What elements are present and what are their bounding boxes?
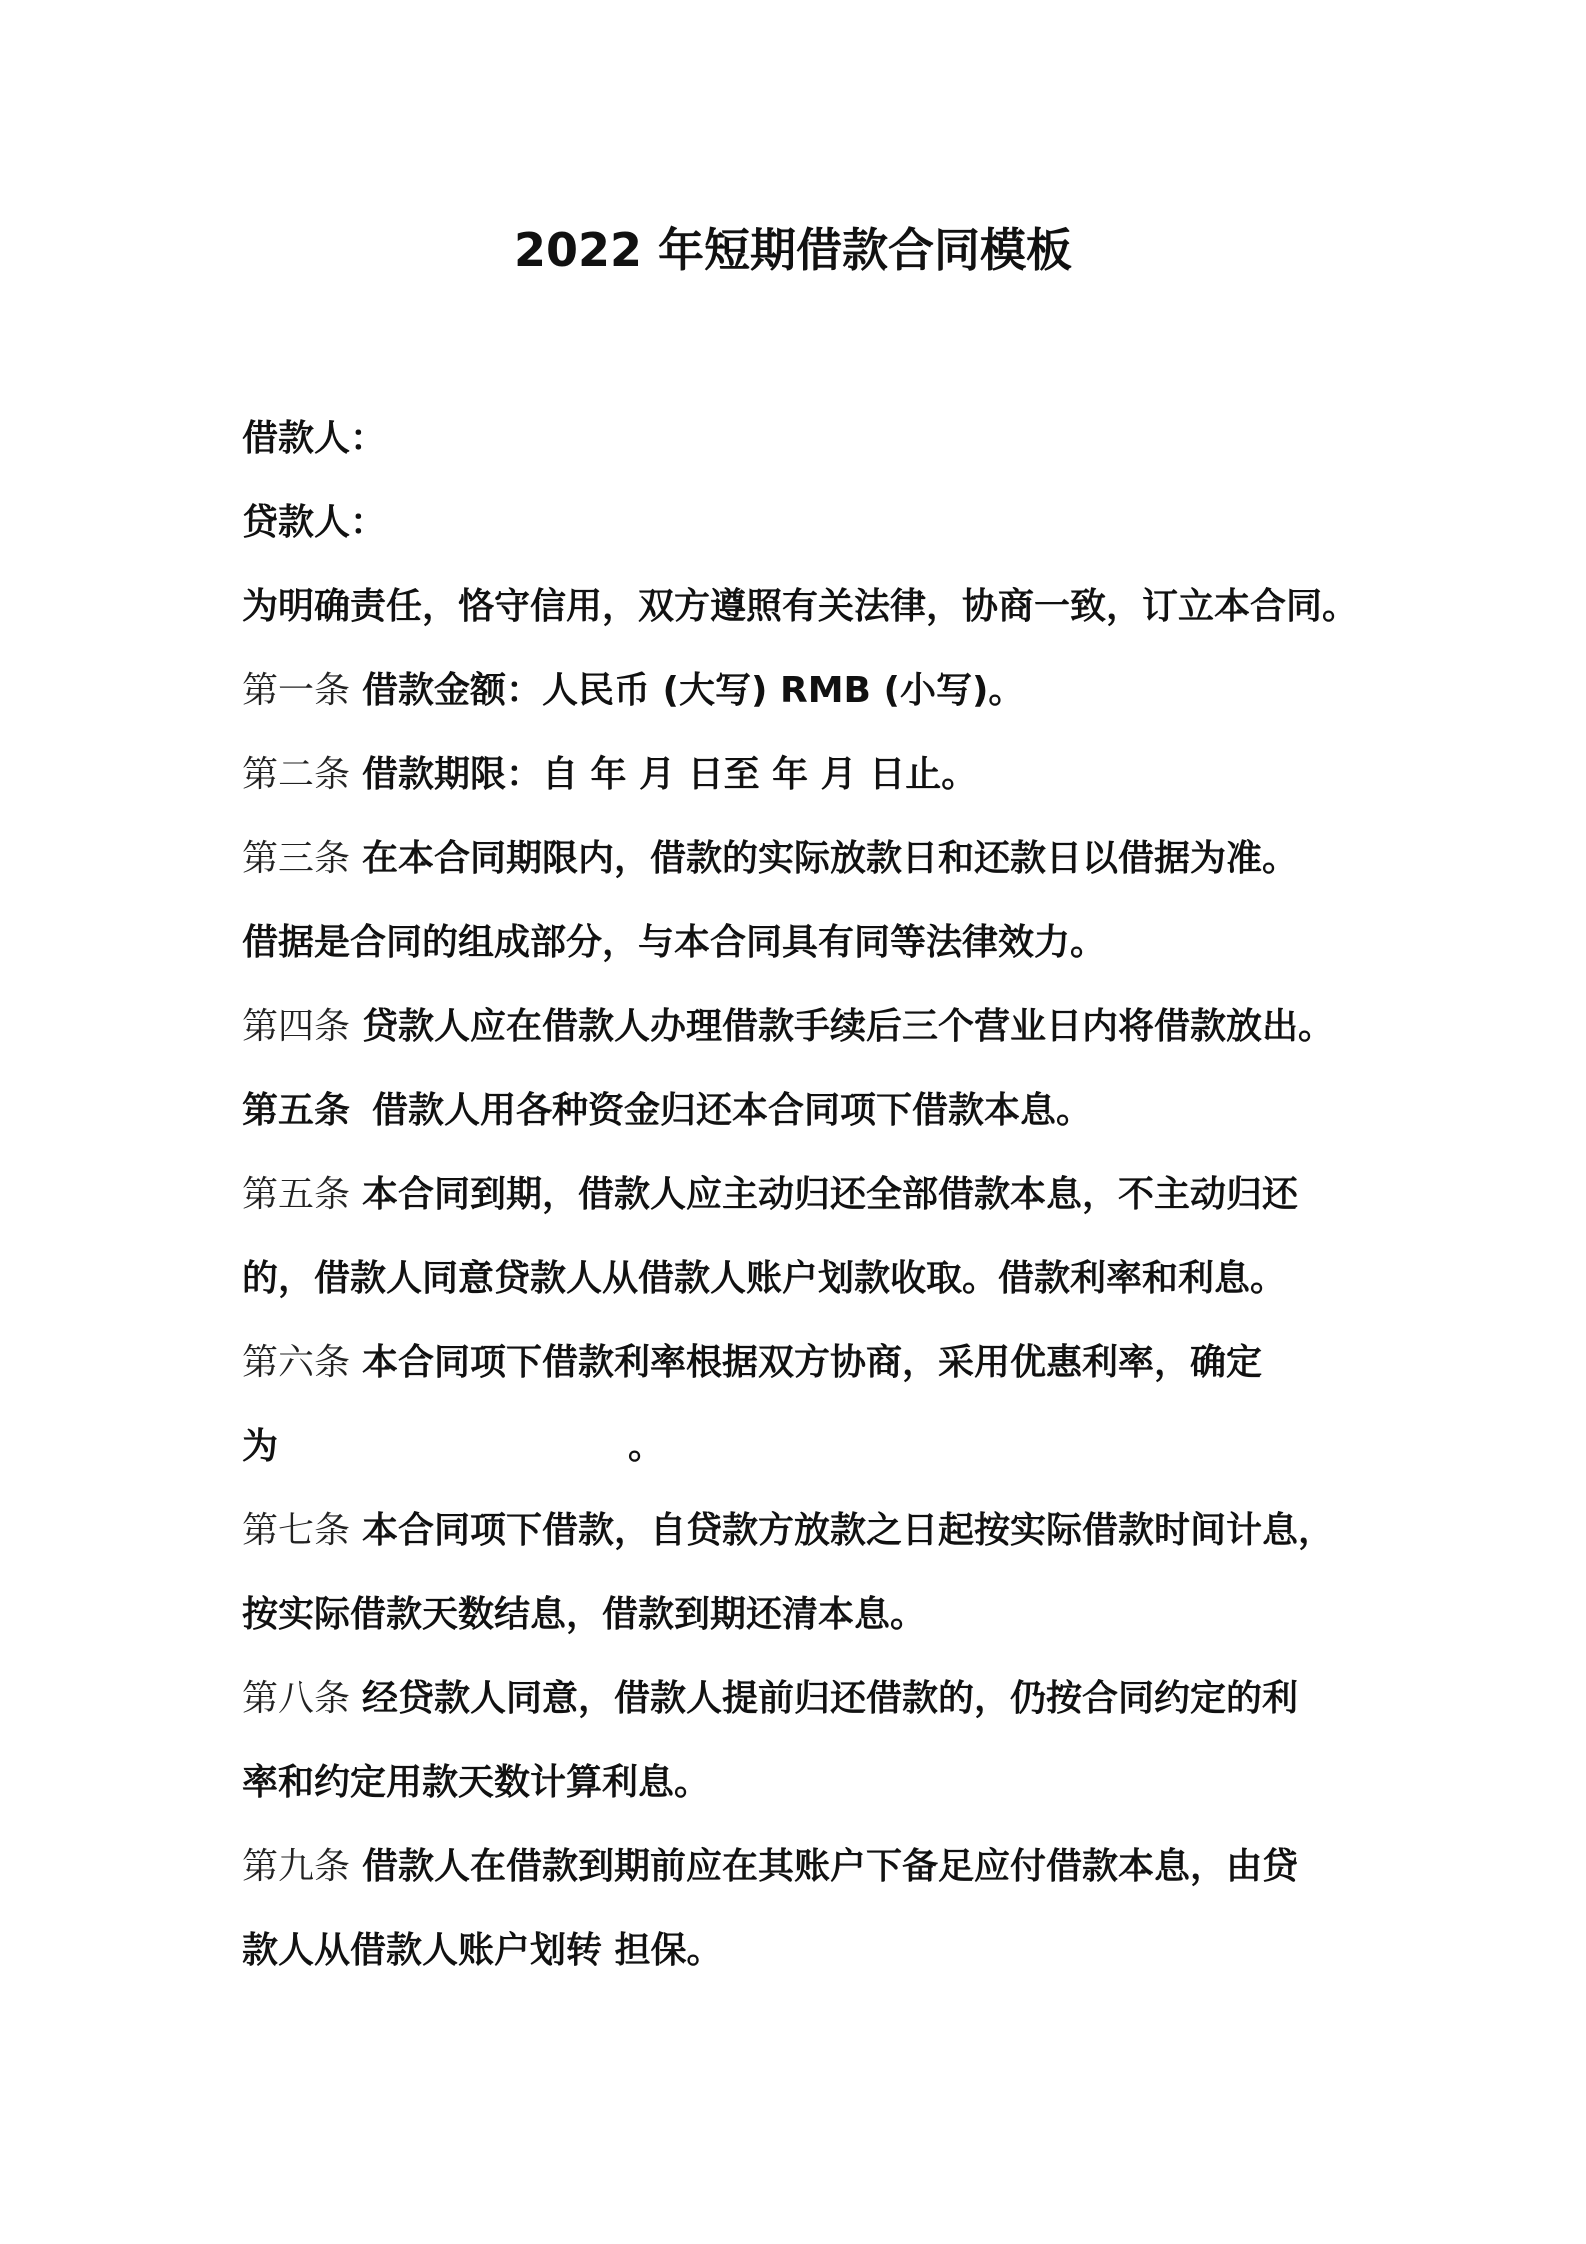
- line-text: 贷款人：: [242, 502, 387, 543]
- line-end-mark: 。: [628, 1426, 665, 1467]
- article-label: 第六条: [242, 1342, 351, 1383]
- line-text: 经贷款人同意，借款人提前归还借款的，仍按合同约定的利: [362, 1678, 1299, 1719]
- line-text: 本合同到期，借款人应主动归还全部借款本息，不主动归还: [362, 1174, 1299, 1215]
- article-7: [242, 1507, 1334, 1555]
- line-text: 本合同项下借款，自贷款方放款之日起按实际借款时间计息，: [362, 1510, 1335, 1551]
- article-label: 第一条: [242, 670, 351, 711]
- article-label: 第三条: [242, 838, 351, 879]
- article-label: 第七条: [242, 1510, 351, 1551]
- line-text: 为明确责任，恪守信用，双方遵照有关法律，协商一致，订立本合同。: [242, 586, 1359, 627]
- line-text: 借款人在借款到期前应在其账户下备足应付借款本息，由贷: [362, 1846, 1299, 1887]
- article-8-continued: [242, 1759, 710, 1807]
- article-3-continued: [242, 919, 1106, 967]
- line-text: 借款金额：人民币 (大写) RMB (小写)。: [362, 670, 1025, 711]
- article-7-continued: [242, 1591, 926, 1639]
- article-6: [242, 1339, 1262, 1387]
- line-text: 在本合同期限内，借款的实际放款日和还款日以借据为准。: [362, 838, 1299, 879]
- article-1: [242, 667, 1024, 715]
- article-5a: [242, 1087, 1092, 1135]
- line-text: 率和约定用款天数计算利息。: [242, 1762, 711, 1803]
- article-4: [242, 1003, 1334, 1051]
- article-2: [242, 751, 977, 799]
- borrower-line: [242, 415, 386, 463]
- line-text: 款人从借款人账户划转 担保。: [242, 1930, 723, 1971]
- article-5b-continued: [242, 1255, 1286, 1303]
- article-label: 第九条: [242, 1846, 351, 1887]
- article-6-continued: [242, 1423, 664, 1471]
- article-label: 第八条: [242, 1678, 351, 1719]
- line-text: 贷款人应在借款人办理借款手续后三个营业日内将借款放出。: [362, 1006, 1335, 1047]
- article-5b: [242, 1171, 1298, 1219]
- document-title: 2022 年短期借款合同模板: [513, 223, 1073, 277]
- line-text: 的，借款人同意贷款人从借款人账户划款收取。借款利率和利息。: [242, 1258, 1287, 1299]
- article-9-continued: [242, 1927, 723, 1975]
- lender-line: [242, 499, 386, 547]
- article-label: 第五条: [242, 1174, 351, 1215]
- article-label: 第二条: [242, 754, 351, 795]
- line-text: 本合同项下借款利率根据双方协商，采用优惠利率，确定: [362, 1342, 1263, 1383]
- article-8: [242, 1675, 1298, 1723]
- line-text: 借款期限：自 年 月 日至 年 月 日止。: [362, 754, 978, 795]
- preamble-line: [242, 583, 1358, 631]
- article-label: 第五条: [242, 1090, 351, 1131]
- article-9: [242, 1843, 1298, 1891]
- article-3: [242, 835, 1298, 883]
- line-text: 按实际借款天数结息，借款到期还清本息。: [242, 1594, 927, 1635]
- line-text: 为: [242, 1426, 279, 1467]
- line-text: 借据是合同的组成部分，与本合同具有同等法律效力。: [242, 922, 1107, 963]
- line-text: 借款人：: [242, 418, 387, 459]
- article-label: 第四条: [242, 1006, 351, 1047]
- line-text: 借款人用各种资金归还本合同项下借款本息。: [372, 1090, 1093, 1131]
